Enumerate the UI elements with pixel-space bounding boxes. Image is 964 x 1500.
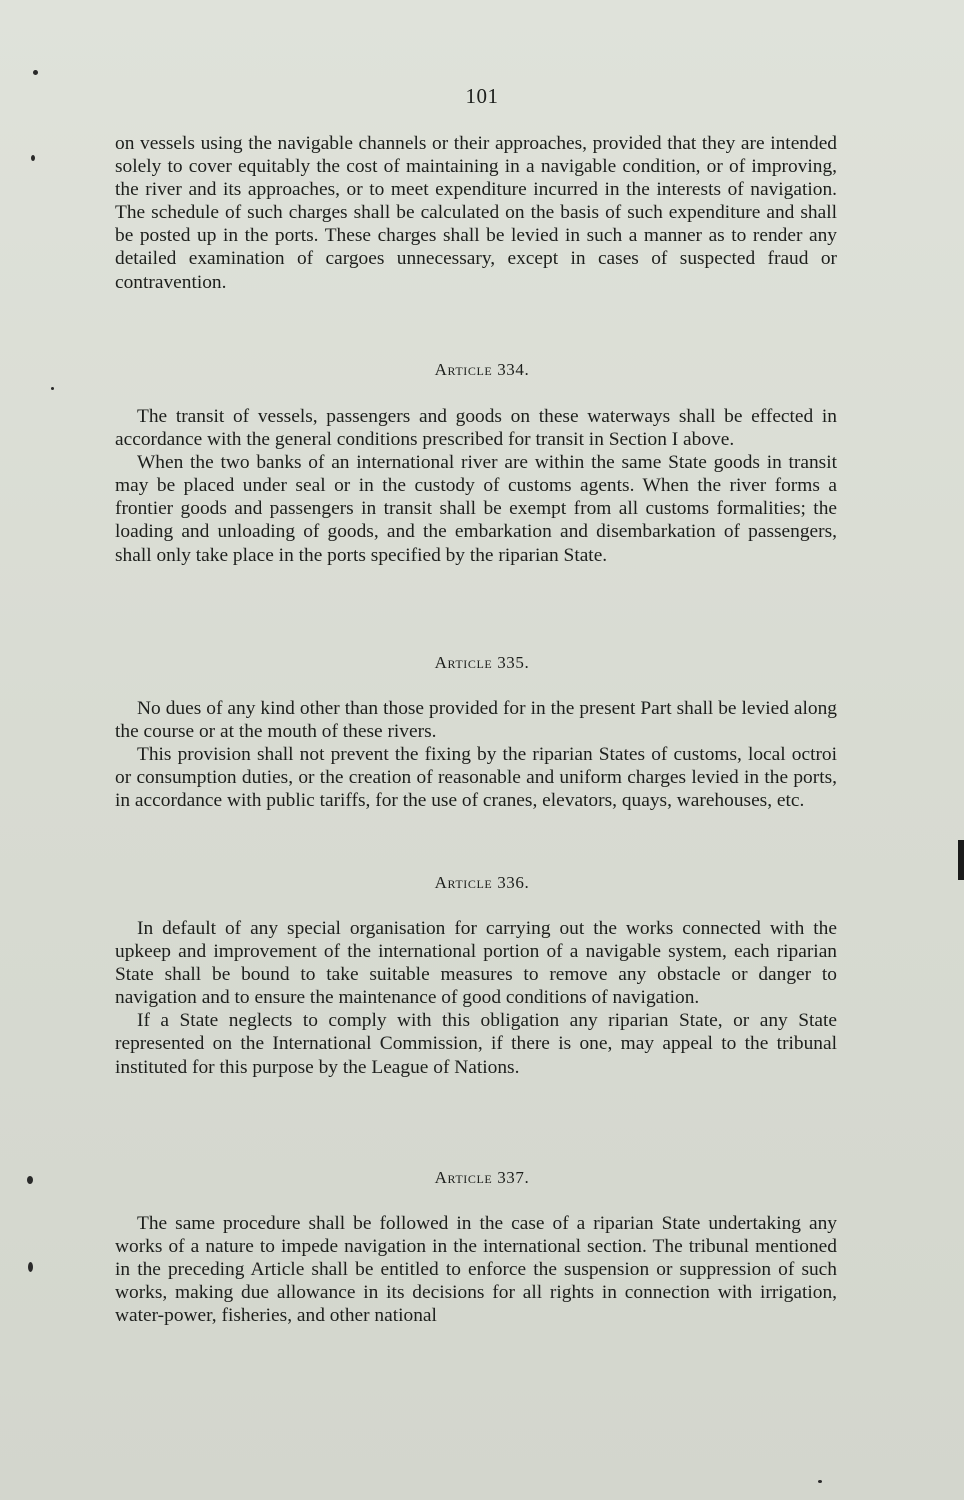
article-336-paragraph-2: If a State neglects to comply with this obligation any riparian State, or any State represented on the International Commission, if there is one, may appeal to the tribunal instituted for this purpose by the League of Nations.: [115, 1010, 837, 1078]
article-334-heading: Article 334.: [434, 360, 530, 379]
continuation-paragraph: on vessels using the navigable channels or their approaches, provided that they are intended solely to cover equitably the cost of maintaining in a navigable condition, or of improving, the river and its approaches, or to meet expenditure incurred in the interests of navigation. The schedule of such charges shall be calculated on the basis of such expenditure and shall be posted up in the ports. These charges shall be levied in such a manner as to render any detailed examination of cargoes unnecessary, except in cases of suspected fraud or contravention.: [115, 133, 837, 293]
article-335-paragraph-1: No dues of any kind other than those provided for in the present Part shall be levied along the course or at the mouth of these rivers.: [115, 698, 837, 743]
article-337-body: [115, 1212, 837, 1327]
scan-speck: [33, 70, 38, 75]
scan-speck: [31, 155, 35, 161]
article-336-paragraph-1: In default of any special organisation for carrying out the works connected with the upkeep and improvement of the international portion of a navigable system, each riparian State shall be bound to take suitable measures to remove any obstacle or danger to navigation and to ensure the maintenance of good conditions of navigation.: [115, 918, 837, 1009]
continuation-block: [115, 132, 837, 294]
article-337-heading: Article 337.: [434, 1168, 530, 1187]
page-number: 101: [465, 84, 499, 108]
article-335-heading: Article 335.: [434, 653, 530, 672]
article-334-paragraph-2: When the two banks of an international river are within the same State goods in transit may be placed under seal or in the custody of customs agents. When the river forms a frontier goods and passengers in transit shall be exempt from all customs formalities; the loading and unloading of goods, and the embarkation and disembarkation of passengers, shall only take place in the ports specified by the riparian State.: [115, 452, 837, 566]
scan-speck: [51, 387, 54, 390]
scan-speck: [27, 1176, 33, 1184]
article-334-body: [115, 405, 837, 567]
scan-edge-mark: [958, 840, 964, 880]
article-336-heading: Article 336.: [434, 873, 530, 892]
article-336-body: [115, 917, 837, 1079]
scan-speck: [818, 1480, 822, 1483]
article-334-paragraph-1: The transit of vessels, passengers and goods on these waterways shall be effected in accordance with the general conditions prescribed for transit in Section I above.: [115, 406, 837, 451]
article-335-body: [115, 697, 837, 812]
article-335-paragraph-2: This provision shall not prevent the fixing by the riparian States of customs, local octroi or consumption duties, or the creation of reasonable and uniform charges levied in the ports, in accordance with public tariffs, for the use of cranes, elevators, quays, warehouses, etc.: [115, 744, 837, 812]
scan-speck: [28, 1262, 33, 1272]
article-337-paragraph-1: The same procedure shall be followed in the case of a riparian State undertaking any works of a nature to impede navigation in the international section. The tribunal mentioned in the preceding Article shall be entitled to enforce the suspension or suppression of such works, making due allowance in its decisions for all rights in connection with irrigation, water-power, fisheries, and other national: [115, 1213, 837, 1327]
